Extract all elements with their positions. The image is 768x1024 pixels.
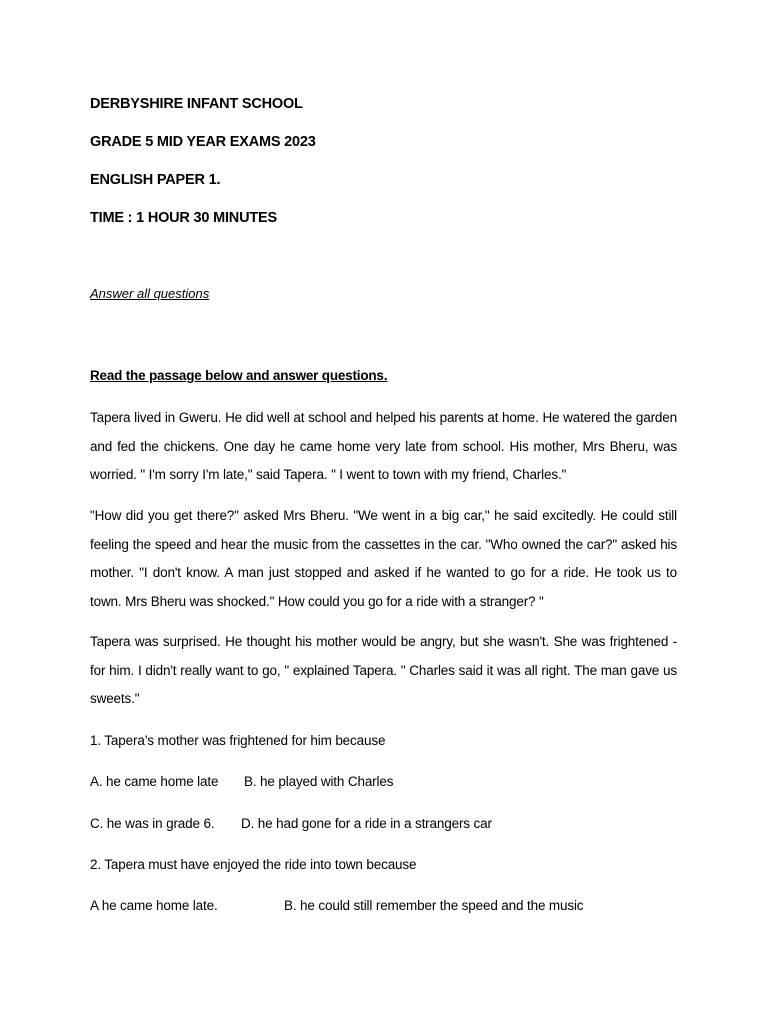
passage-paragraph-3: Tapera was surprised. He thought his mother would be angry, but she wasn't. She was frightened - for him. I didn't really want to go, " explained Tapera. " Charles said it was all right. The man gave us sweets." — [90, 634, 677, 706]
question-2-option-b: B. he could still remember the speed and the music — [284, 898, 584, 913]
passage-heading: Read the passage below and answer questions. — [90, 368, 388, 383]
question-1-option-c: C. he was in grade 6. — [90, 816, 215, 831]
school-name: DERBYSHIRE INFANT SCHOOL — [90, 96, 303, 112]
paper-title: ENGLISH PAPER 1. — [90, 172, 221, 188]
general-instruction: Answer all questions — [90, 286, 210, 301]
exam-title: GRADE 5 MID YEAR EXAMS 2023 — [90, 134, 316, 150]
question-1-option-b: B. he played with Charles — [244, 774, 394, 789]
passage-paragraph-1: Tapera lived in Gweru. He did well at school and helped his parents at home. He watered the garden and fed the chickens. One day he came home very late from school. His mother, Mrs Bheru, was worried. " I'm sorry I'm late," said Tapera. " I went to town with my friend, Charles." — [90, 410, 677, 482]
question-2-text: 2. Tapera must have enjoyed the ride into town because — [90, 857, 417, 872]
question-1-text: 1. Tapera’s mother was frightened for him because — [90, 733, 386, 748]
exam-duration: TIME : 1 HOUR 30 MINUTES — [90, 210, 277, 226]
exam-page — [90, 0, 677, 1024]
question-2-option-a: A he came home late. — [90, 898, 218, 913]
question-1-option-a: A. he came home late — [90, 774, 219, 789]
question-1-option-d: D. he had gone for a ride in a strangers car — [241, 816, 492, 831]
passage-paragraph-2: "How did you get there?" asked Mrs Bheru. "We went in a big car," he said excitedly. He could still feeling the speed and hear the music from the cassettes in the car. "Who owned the car?" asked his mother. "I don't know. A man just stopped and asked if he wanted to go for a ride. He took us to town. Mrs Bheru was shocked." How could you go for a ride with a stranger? " — [90, 508, 677, 609]
